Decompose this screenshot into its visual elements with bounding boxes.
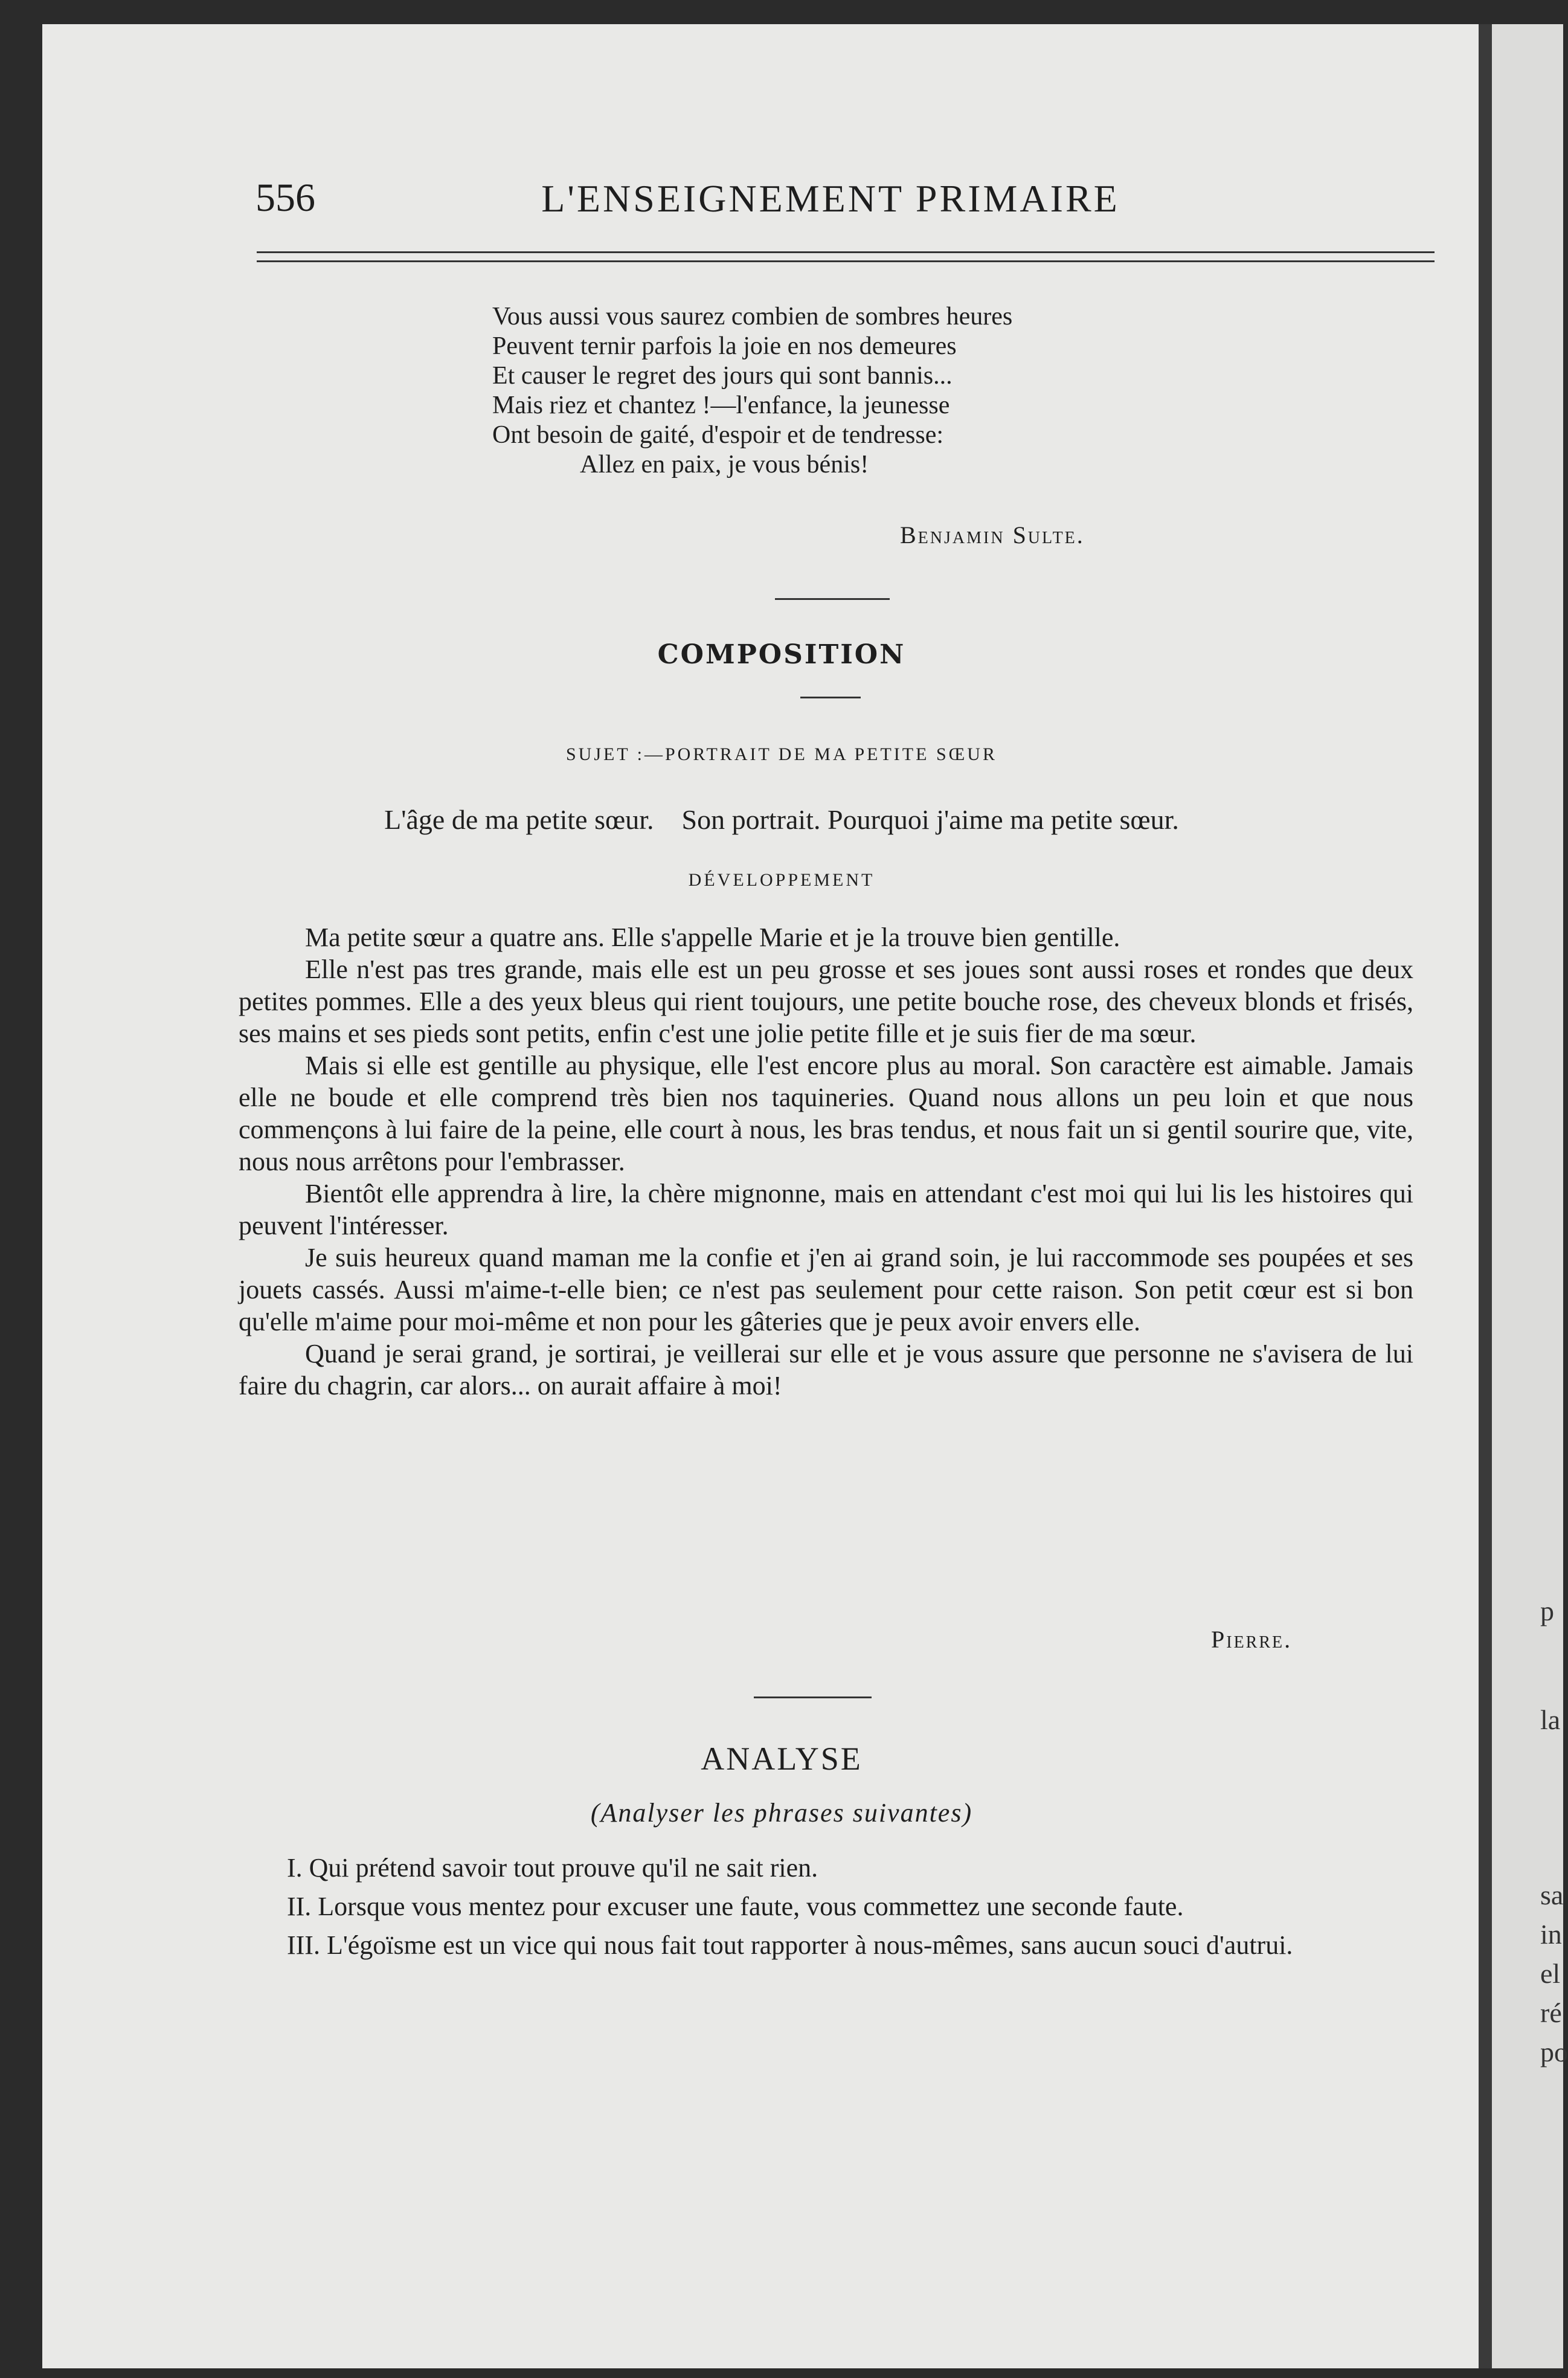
development-label: DÉVELOPPEMENT: [688, 870, 875, 890]
adjacent-fragment: el: [1540, 1958, 1561, 1989]
section-rule: [775, 598, 890, 600]
running-title: L'ENSEIGNEMENT PRIMAIRE: [541, 177, 1120, 220]
adjacent-fragment: p: [1540, 1596, 1554, 1626]
composition-author: Pierre.: [1211, 1626, 1293, 1653]
poem-line: Mais riez et chantez !—l'enfance, la jeunesse: [492, 392, 950, 419]
adjacent-page-edge: [1492, 24, 1568, 2368]
section-rule: [754, 1696, 872, 1698]
paragraph: Je suis heureux quand maman me la confie et j'en ai grand soin, je lui raccommode ses poupées et ses jouets cassés. Aussi m'aime-t-elle bien; ce n'est pas seulement pour cette raison. Son petit cœur est si bon qu'elle m'aime pour moi-même et non pour les gâteries que je peux avoir envers elle.: [239, 1243, 1413, 1336]
page-gutter: [1479, 24, 1492, 2368]
poem-line: Et causer le regret des jours qui sont bannis...: [492, 362, 953, 390]
poem-author: Benjamin Sulte.: [900, 521, 1085, 549]
analyse-item: I. Qui prétend savoir tout prouve qu'il ne sait rien.: [287, 1853, 818, 1883]
page-number: 556: [255, 176, 315, 220]
paragraph: Quand je serai grand, je sortirai, je veillerai sur elle et je vous assure que personne ne s'avisera de lui faire du chagrin, car alors... on aurait affaire à moi!: [239, 1339, 1413, 1400]
adjacent-fragment: ré: [1540, 1997, 1562, 2028]
header-double-rule: [257, 251, 1435, 262]
analyse-item: II. Lorsque vous mentez pour excuser une faute, vous commettez une seconde faute.: [287, 1892, 1184, 1921]
analyse-item: III. L'égoïsme est un vice qui nous fait tout rapporter à nous-mêmes, sans aucun souci d'autrui.: [287, 1930, 1293, 1960]
poem-stanza: [492, 302, 1012, 480]
paragraph: Mais si elle est gentille au physique, elle l'est encore plus au moral. Son caractère est aimable. Jamais elle ne boude et elle comprend très bien nos taquineries. Quand nous allons un peu loin et que nous commençons à lui faire de la peine, elle court à nous, les bras tendus, et nous fait un si gentil sourire que, vite, nous nous arrêtons pour l'embrasser.: [239, 1051, 1413, 1176]
analyse-list: [230, 1852, 1404, 1968]
composition-outline: L'âge de ma petite sœur. Son portrait. Pourquoi j'aime ma petite sœur.: [384, 804, 1179, 835]
composition-subject: SUJET :—PORTRAIT DE MA PETITE SŒUR: [566, 744, 997, 764]
paragraph: Elle n'est pas tres grande, mais elle est un peu grosse et ses joues sont aussi roses et rondes que deux petites pommes. Elle a des yeux bleus qui rient toujours, une petite bouche rose, des cheveux blonds et frisés, ses mains et ses pieds sont petits, enfin c'est une jolie petite fille et je suis fier de ma sœur.: [239, 955, 1413, 1048]
paragraph: Bientôt elle apprendra à lire, la chère mignonne, mais en attendant c'est moi qui lui lis les histoires qui peuvent l'intéresser.: [239, 1179, 1413, 1240]
composition-heading: COMPOSITION: [657, 639, 906, 670]
analyse-heading: ANALYSE: [701, 1741, 863, 1777]
composition-body: [239, 921, 1413, 1402]
poem-line: Allez en paix, je vous bénis!: [580, 451, 869, 478]
analyse-subtitle: (Analyser les phrases suivantes): [590, 1798, 973, 1828]
adjacent-fragment: in: [1540, 1919, 1562, 1950]
adjacent-fragment: la: [1540, 1704, 1561, 1735]
adjacent-fragment: sa: [1540, 1880, 1564, 1910]
adjacent-fragment: po: [1540, 2037, 1568, 2067]
page-header: [220, 164, 1441, 219]
poem-line: Ont besoin de gaité, d'espoir et de tendresse:: [492, 421, 944, 449]
poem-line: Vous aussi vous saurez combien de sombres heures: [492, 303, 1013, 330]
paragraph: Ma petite sœur a quatre ans. Elle s'appelle Marie et je la trouve bien gentille.: [305, 923, 1120, 952]
section-rule: [800, 697, 861, 698]
poem-line: Peuvent ternir parfois la joie en nos demeures: [492, 332, 957, 360]
